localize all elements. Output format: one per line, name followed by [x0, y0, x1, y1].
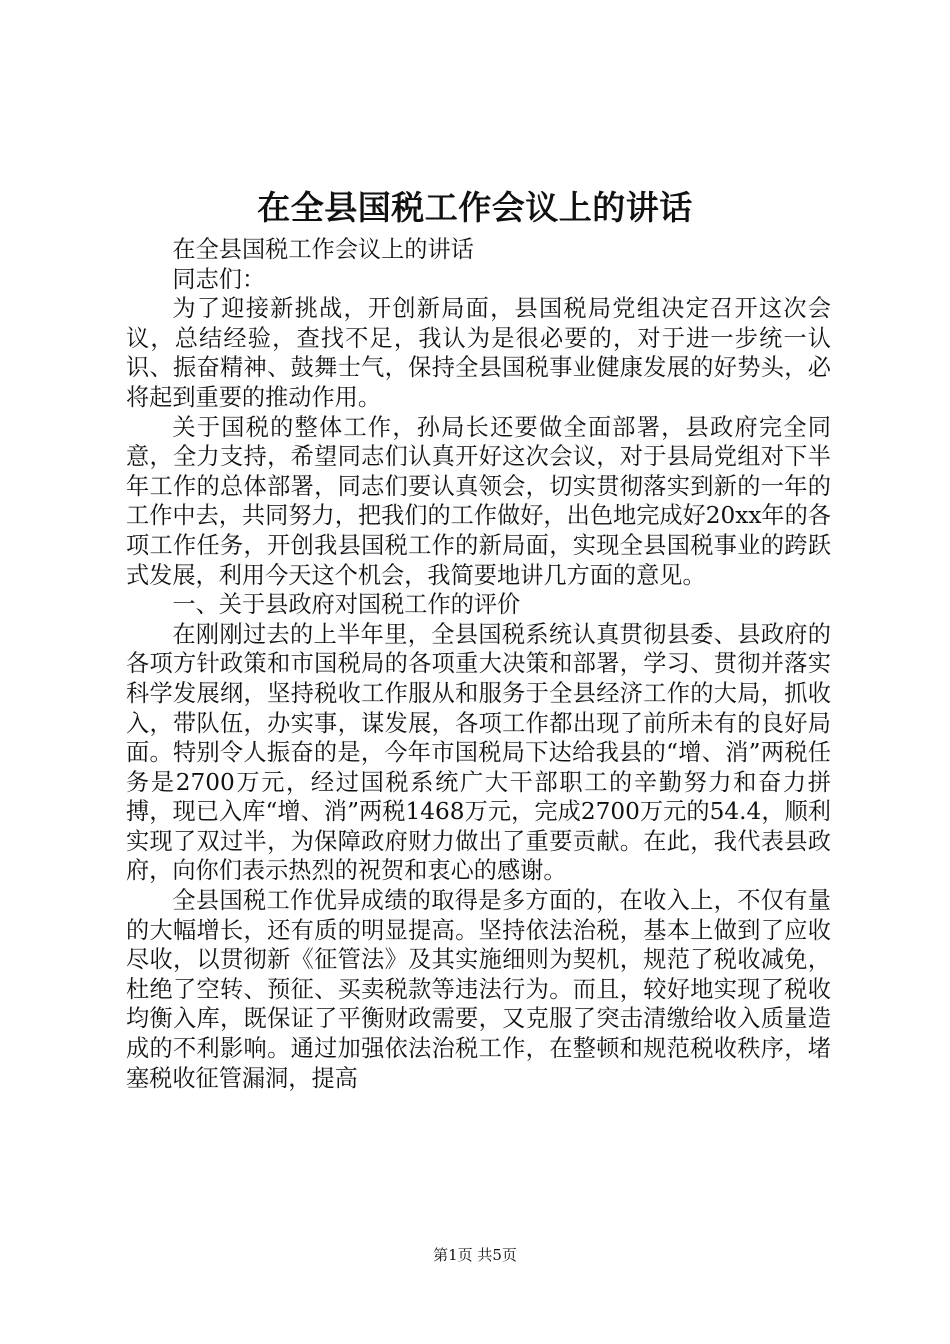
body-paragraph: 全县国税工作优异成绩的取得是多方面的，在收入上，不仅有量的大幅增长，还有质的明显提高。坚持依法治税，基本上做到了应收尽收，以贯彻新《征管法》及其实施细则为契机，规范了税收减免，杜绝了空转、预征、买卖税款等违法行为。而且，较好地实现了税收均衡入库，既保证了平衡财政需要，又克服了突击清缴给收入质量造成的不利影响。通过加强依法治税工作，在整顿和规范税收秩序，堵塞税收征管漏洞，提高: [126, 887, 831, 1092]
section-heading: 一、关于县政府对国税工作的评价: [172, 591, 521, 619]
body-paragraph: 在刚刚过去的上半年里，全县国税系统认真贯彻县委、县政府的各项方针政策和市国税局的各项重大决策和部署，学习、贯彻并落实科学发展纲，坚持税收工作服从和服务于全县经济工作的大局，抓收入，带队伍，办实事，谋发展，各项工作都出现了前所未有的良好局面。特别令人振奋的是，今年市国税局下达给我县的“增、消”两税任务是2700万元，经过国税系统广大干部职工的辛勤努力和奋力拼搏，现已入库“增、消”两税1468万元，完成2700万元的54.4，顺利实现了双过半，为保障政府财力做出了重要贡献。在此，我代表县政府，向你们表示热烈的祝贺和衷心的感谢。: [126, 620, 831, 885]
document-body: [126, 235, 831, 1093]
salutation-paragraph: 同志们：: [172, 265, 266, 293]
document-title: 在全县国税工作会议上的讲话: [257, 188, 693, 227]
body-paragraph: 关于国税的整体工作，孙局长还要做全面部署，县政府完全同意，全力支持，希望同志们认真开好这次会议，对于县局党组对下半年工作的总体部署，同志们要认真领会，切实贯彻落实到新的一年的工作中去，共同努力，把我们的工作做好，出色地完成好20xx年的各项工作任务，开创我县国税工作的新局面，实现全县国税事业的跨跃式发展，利用今天这个机会，我简要地讲几方面的意见。: [126, 413, 831, 589]
body-paragraph: 为了迎接新挑战，开创新局面，县国税局党组决定召开这次会议，总结经验，查找不足，我认为是很必要的，对于进一步统一认识、振奋精神、鼓舞士气，保持全县国税事业健康发展的好势头，必将起到重要的推动作用。: [126, 295, 831, 411]
page-footer: 第1页 共5页: [433, 1246, 517, 1264]
subtitle-paragraph: 在全县国税工作会议上的讲话: [172, 236, 474, 263]
